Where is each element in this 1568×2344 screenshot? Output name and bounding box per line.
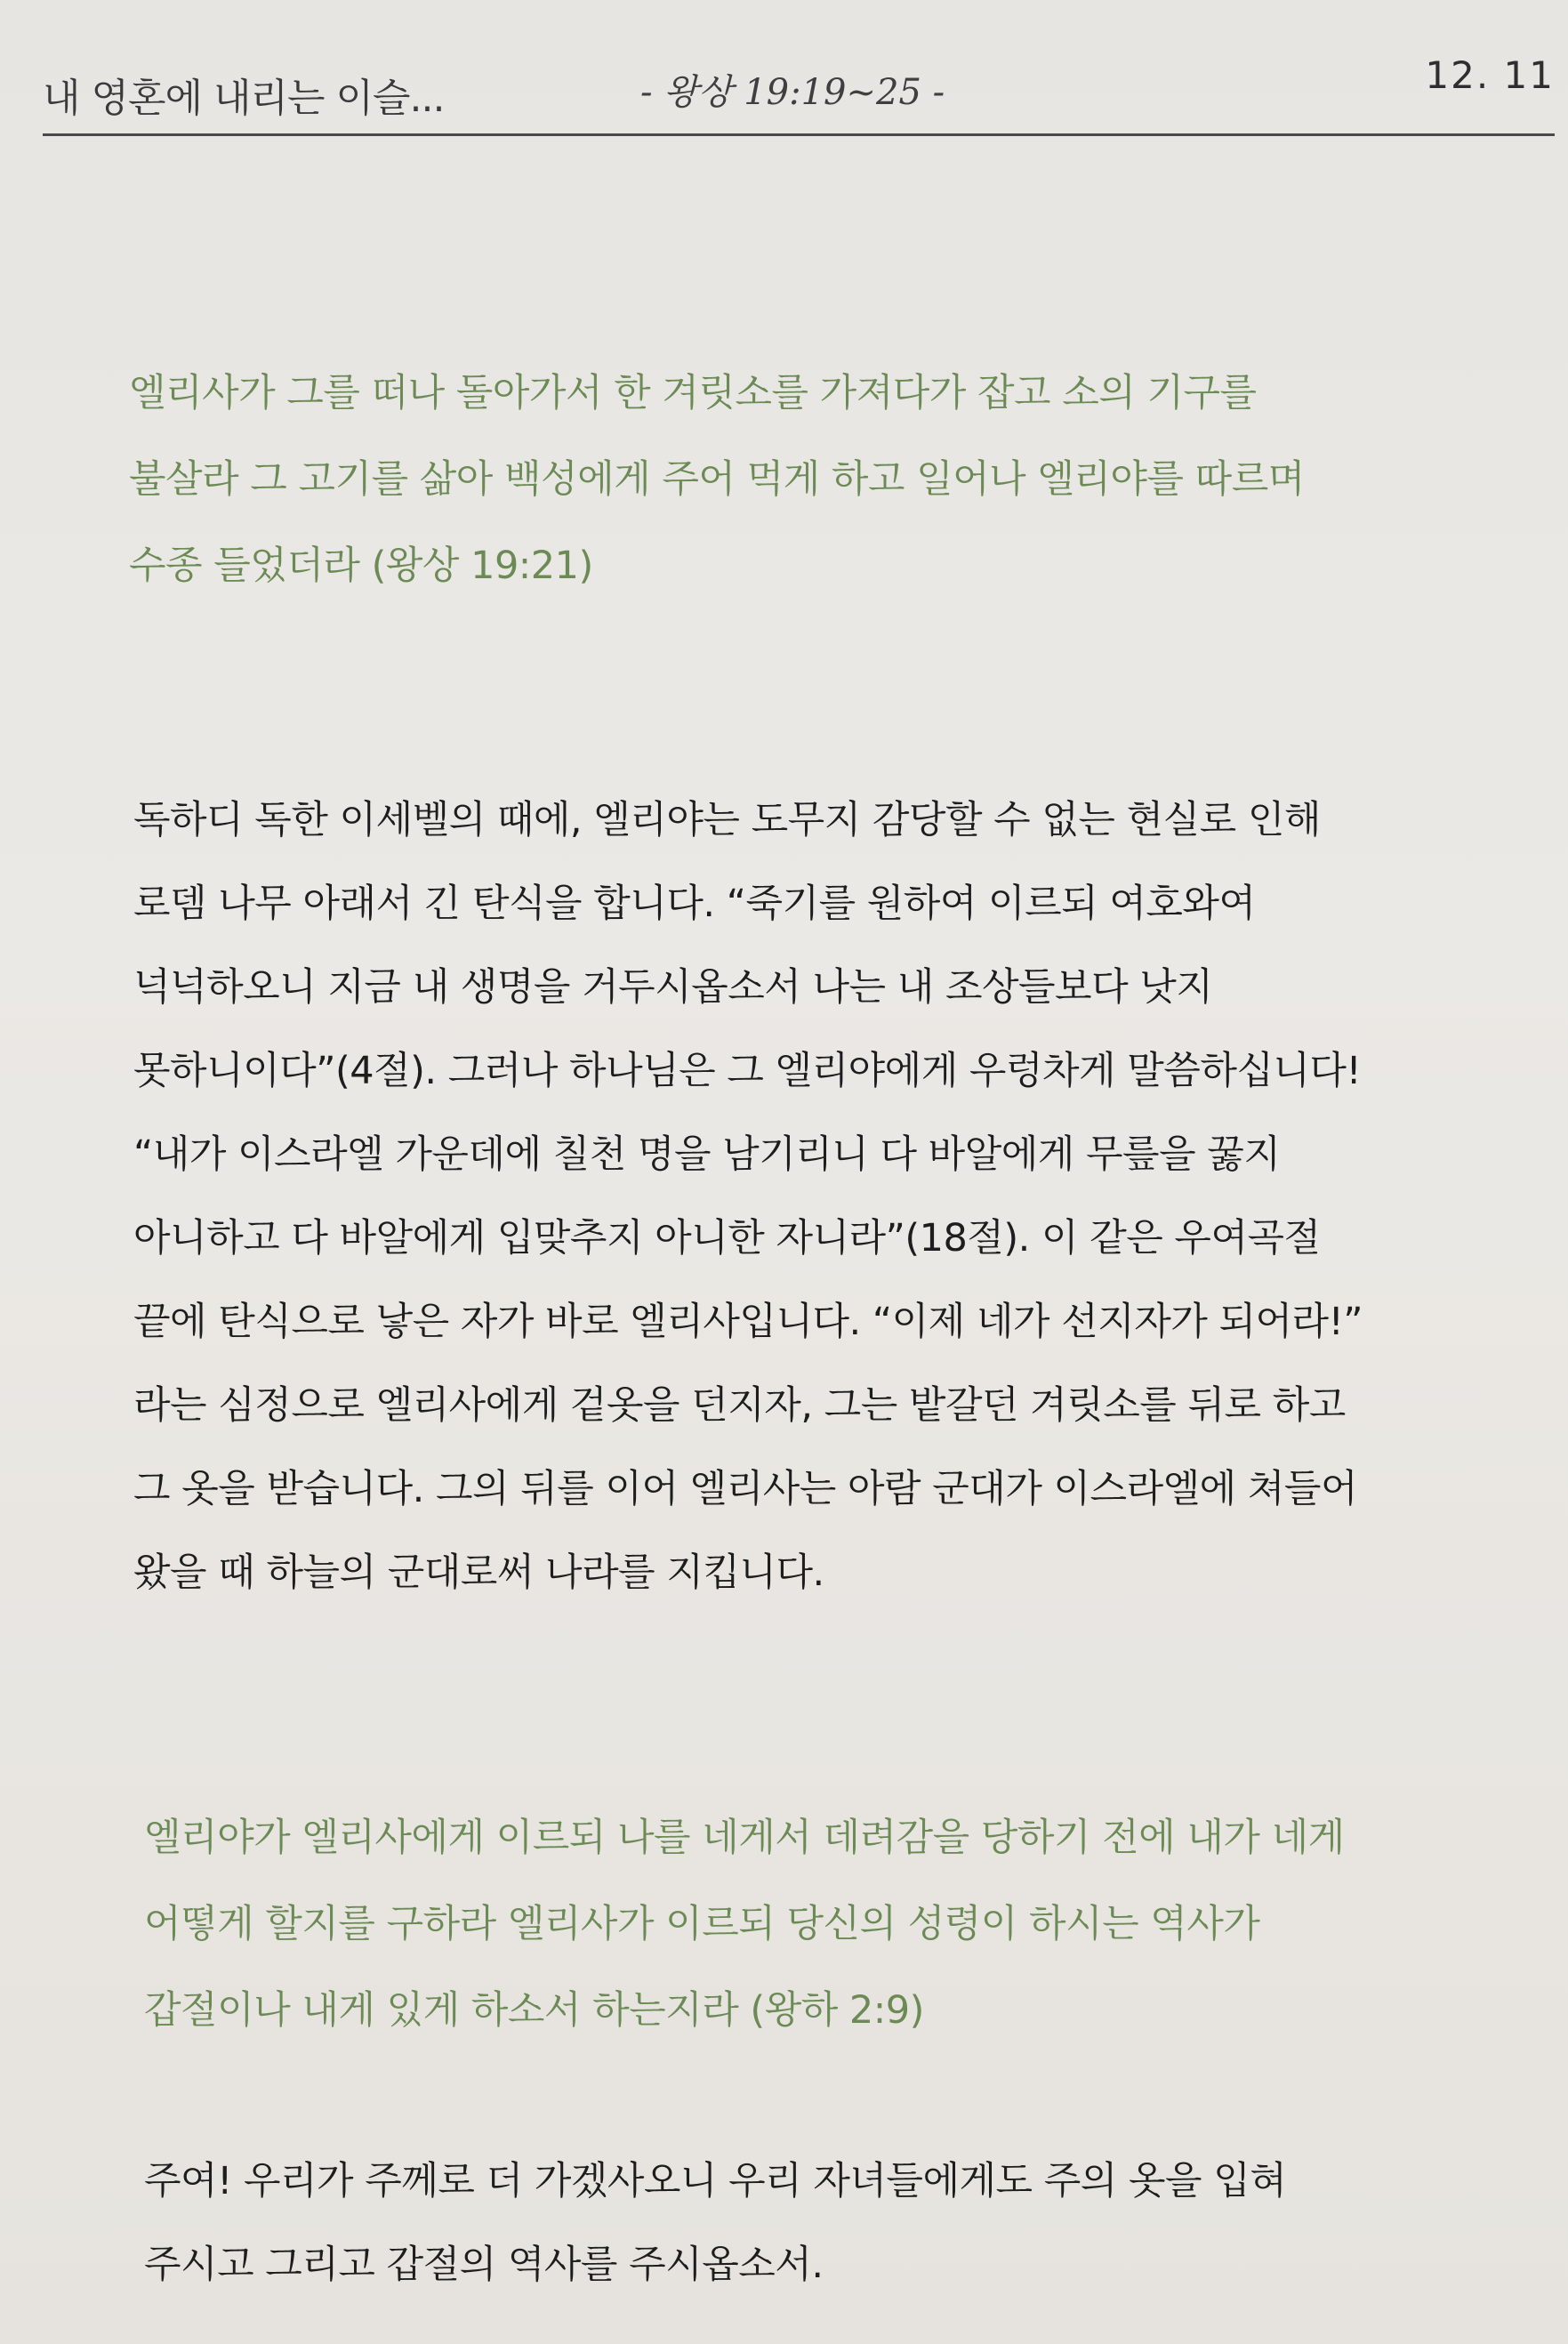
verse-line: 엘리야가 엘리사에게 이르되 나를 네게서 데려감을 당하기 전에 내가 네게 [144,1816,1345,1860]
prayer-line: 주시고 그리고 갑절의 역사를 주시옵소서. [144,2243,824,2287]
verse-line: 엘리사가 그를 떠나 돌아가서 한 겨릿소를 가져다가 잡고 소의 기구를 [129,371,1257,415]
prayer-paragraph [144,2139,1514,2307]
page-header [43,46,1555,135]
header-date: 12. 11 [1425,53,1555,97]
verse-quote-1 [129,350,1499,609]
header-title: 내 영혼에 내리는 이슬... [43,76,445,121]
body-line: 로뎀 나무 아래서 긴 탄식을 합니다. “죽기를 원하여 이르되 여호와여 [133,882,1256,926]
header-divider [43,133,1555,136]
prayer-line: 주여! 우리가 주께로 더 가겠사오니 우리 자녀들에게도 주의 옷을 입혀 [144,2159,1287,2203]
body-line: 독하디 독한 이세벨의 때에, 엘리야는 도무지 감당할 수 없는 현실로 인해 [133,798,1321,842]
body-line: 아니하고 다 바알에게 입맞추지 아니한 자니라”(18절). 이 같은 우여곡절 [133,1216,1321,1261]
body-line: 라는 심정으로 엘리사에게 겉옷을 던지자, 그는 밭갈던 겨릿소를 뒤로 하고 [133,1383,1346,1428]
body-line: 넉넉하오니 지금 내 생명을 거두시옵소서 나는 내 조상들보다 낫지 [133,965,1213,1010]
scripture-reference: - 왕상 19:19~25 - [640,72,945,113]
verse-line: 불살라 그 고기를 삶아 백성에게 주어 먹게 하고 일어나 엘리야를 따르며 [129,457,1305,502]
verse-line: 어떻게 할지를 구하라 엘리사가 이르되 당신의 성령이 하시는 역사가 [144,1902,1260,1946]
body-line: 못하니이다”(4절). 그러나 하나님은 그 엘리야에게 우렁차게 말씀하십니다! [133,1049,1362,1093]
body-line: 그 옷을 받습니다. 그의 뒤를 이어 엘리사는 아람 군대가 이스라엘에 쳐들어 [133,1467,1357,1511]
verse-line: 갑절이나 내게 있게 하소서 하는지라 (왕하 2:9) [144,1988,924,2033]
verse-quote-2 [144,1795,1514,2054]
body-line: 끝에 탄식으로 낳은 자가 바로 엘리사입니다. “이제 네가 선지자가 되어라!” [133,1300,1363,1344]
body-line: “내가 이스라엘 가운데에 칠천 명을 남기리니 다 바알에게 무릎을 꿇지 [133,1132,1281,1177]
body-line: 왔을 때 하늘의 군대로써 나라를 지킵니다. [133,1551,824,1595]
devotional-paragraph [133,778,1503,1615]
verse-line: 수종 들었더라 (왕상 19:21) [129,544,593,588]
